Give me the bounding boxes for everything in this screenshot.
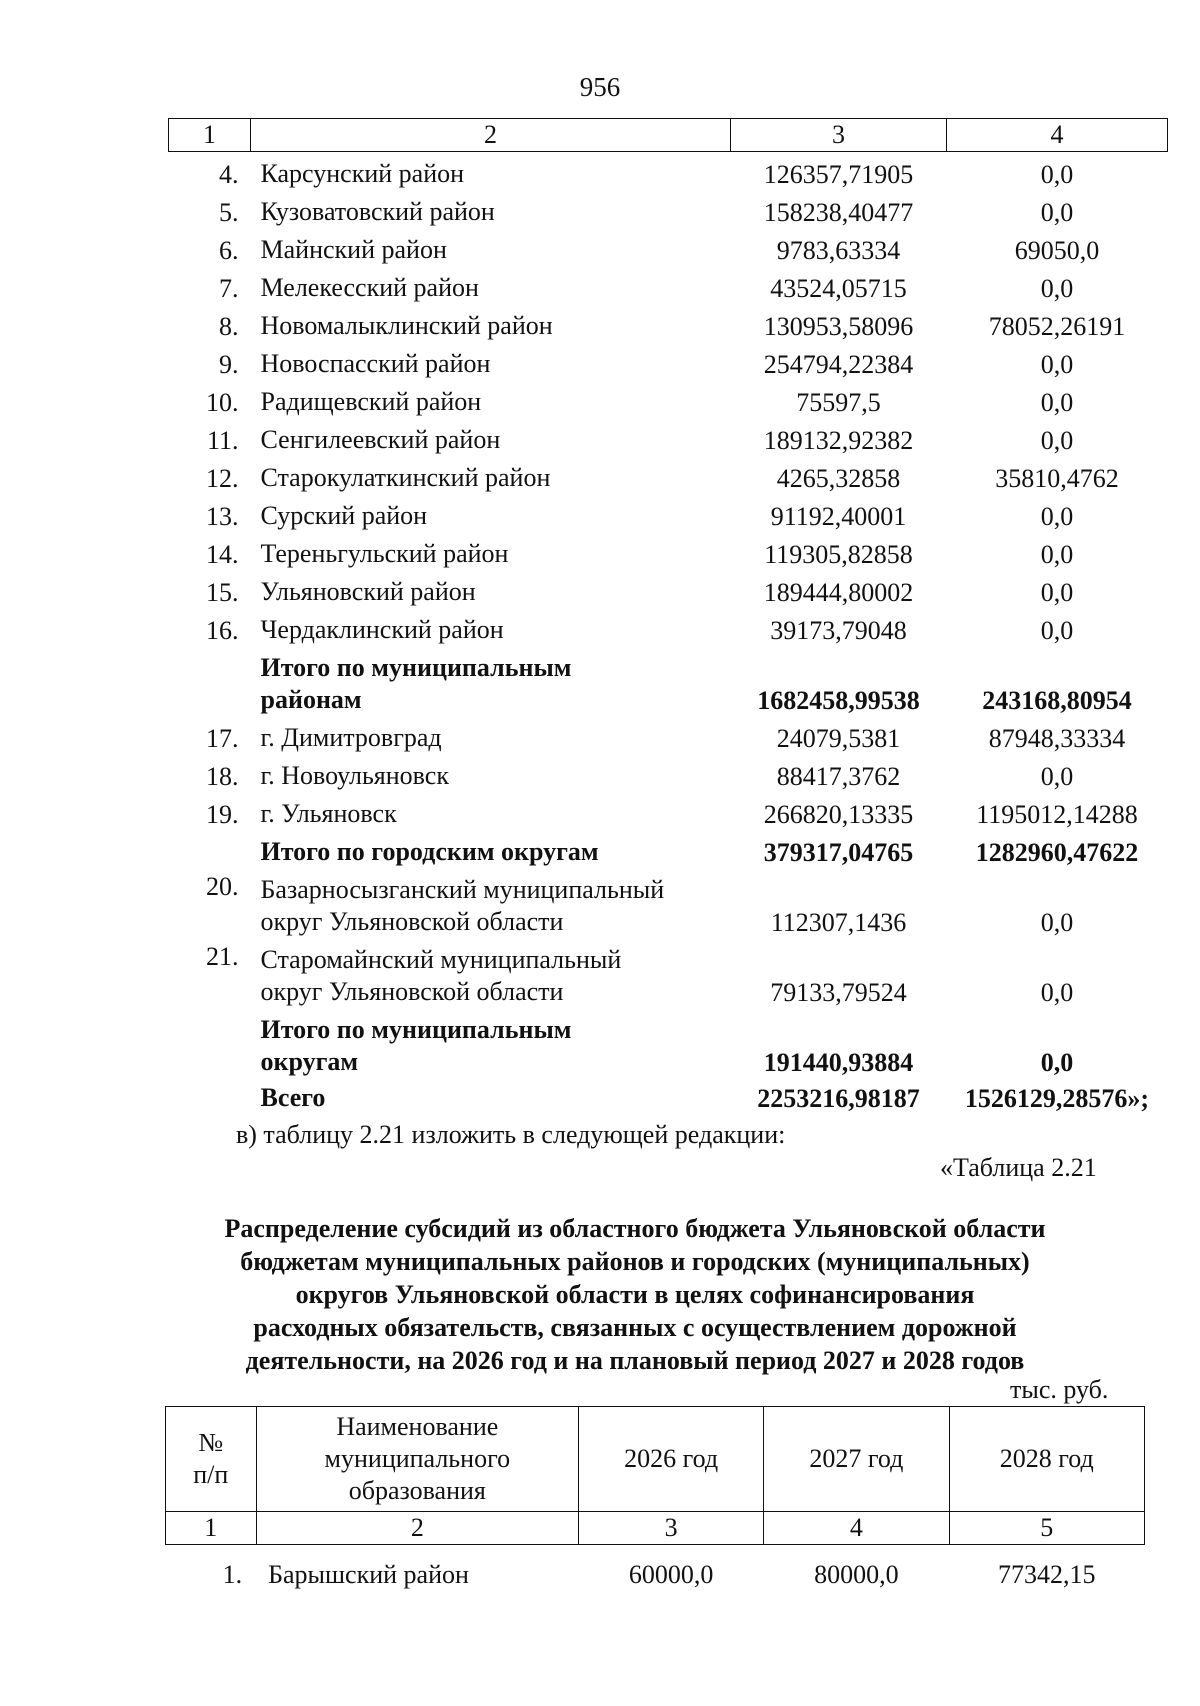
row-name: Барышский район [268, 1560, 469, 1589]
table-row [169, 494, 1168, 532]
row-name: Итого по городским округам [260, 837, 599, 866]
row-number: 5. [219, 198, 239, 227]
col-3-number: 3 [579, 1512, 764, 1545]
row-value-3: 24079,5381 [776, 724, 901, 753]
row-value-4: 35810,4762 [995, 464, 1119, 493]
amendment-instruction: в) таблицу 2.21 изложить в следующей редакции: [236, 1120, 786, 1149]
row-number: 9. [219, 350, 239, 379]
column-number-row [169, 119, 1168, 152]
row-name-line-1: Базарносызганский муниципальный [260, 875, 665, 904]
row-value-3: 88417,3762 [776, 762, 901, 791]
row-value-4: 0,0 [1040, 540, 1074, 569]
col-4-number: 4 [764, 1512, 949, 1545]
row-value-4: 1282960,47622 [975, 838, 1139, 867]
subtotal-row-city-districts [169, 830, 1168, 868]
row-name-line-2: районам [260, 685, 362, 714]
row-name: г. Димитровград [260, 723, 442, 752]
row-number: 7. [219, 274, 239, 303]
row-value-3: 119305,82858 [764, 540, 913, 569]
row-name [251, 868, 731, 938]
row-value-3: 1682458,99538 [757, 686, 920, 715]
row-number: 13. [206, 502, 239, 531]
distribution-table-continued [168, 118, 1168, 1114]
page-number: 956 [579, 72, 621, 102]
table-row [169, 792, 1168, 830]
row-number [169, 1008, 251, 1078]
table-row [169, 456, 1168, 494]
row-name: Старокулаткинский район [260, 463, 551, 492]
row-value-4: 78052,26191 [988, 312, 1126, 341]
row-number [169, 646, 251, 716]
col-2-number: 2 [251, 119, 731, 152]
row-value-3: 126357,71905 [763, 160, 914, 189]
row-value-4: 0,0 [1040, 502, 1074, 531]
table-row [169, 342, 1168, 380]
row-name [251, 1008, 731, 1078]
row-value-4: 0,0 [1040, 160, 1074, 189]
table-row [169, 868, 1168, 938]
row-number: 11. [206, 426, 239, 455]
col-1-number: 1 [169, 119, 251, 152]
table-row [169, 570, 1168, 608]
table-row [169, 716, 1168, 754]
row-name: Всего [260, 1083, 326, 1112]
row-name-line-2: округ Ульяновской области [260, 977, 564, 1006]
row-number: 12. [206, 464, 239, 493]
table-row [169, 418, 1168, 456]
row-name: Майнский район [260, 235, 447, 264]
row-value-3: 2253216,98187 [757, 1084, 920, 1113]
row-number: 6. [219, 236, 239, 265]
row-value-3: 91192,40001 [770, 502, 907, 531]
row-value-3: 379317,04765 [763, 838, 914, 867]
row-value-3: 112307,1436 [770, 908, 907, 937]
row-value-4: 1195012,14288 [976, 800, 1138, 829]
row-value-3: 266820,13335 [763, 800, 914, 829]
row-value-4: 87948,33334 [988, 724, 1126, 753]
header-2028: 2028 год [949, 1407, 1144, 1512]
row-name: г. Новоульяновск [260, 761, 449, 790]
row-value-4: 1526129,28576»; [964, 1084, 1150, 1113]
row-name-line-2: округам [260, 1047, 359, 1076]
row-value-3: 130953,58096 [763, 312, 914, 341]
row-value-2026: 60000,0 [628, 1560, 714, 1589]
row-name: Новоспасский район [260, 349, 491, 378]
subsidy-table [165, 1406, 1145, 1591]
units-label: тыс. руб. [1010, 1375, 1109, 1404]
row-value-4: 0,0 [1040, 1048, 1074, 1077]
row-name: Сурский район [260, 501, 428, 530]
row-value-3: 189132,92382 [763, 426, 914, 455]
header-number [166, 1407, 257, 1512]
row-value-4: 0,0 [1040, 978, 1074, 1007]
table-row [169, 304, 1168, 342]
col-2-number: 2 [256, 1512, 578, 1545]
table-row [166, 1545, 1145, 1592]
row-number: 16. [206, 616, 239, 645]
row-number: 10. [206, 388, 239, 417]
row-number: 18. [206, 762, 239, 791]
row-name [251, 938, 731, 1008]
row-value-4: 243168,80954 [982, 686, 1132, 715]
header-number-line-1: № [198, 1428, 224, 1457]
row-name: Чердаклинский район [260, 615, 504, 644]
row-value-4: 0,0 [1040, 198, 1074, 227]
row-name-line-1: Старомайнский муниципальный [260, 945, 622, 974]
row-value-3: 189444,80002 [763, 578, 914, 607]
row-value-4: 0,0 [1040, 350, 1074, 379]
header-name [256, 1407, 578, 1512]
row-number: 15. [206, 578, 239, 607]
header-2026: 2026 год [579, 1407, 764, 1512]
row-name-line-2: округ Ульяновской области [260, 907, 564, 936]
row-name: Мелекесский район [260, 273, 479, 302]
row-value-2028: 77342,15 [998, 1560, 1096, 1589]
row-number: 4. [219, 160, 239, 189]
row-number: 8. [219, 312, 239, 341]
header-name-line-2: муниципального [324, 1444, 511, 1473]
row-name: г. Ульяновск [260, 799, 397, 828]
row-name: Радищевский район [260, 387, 482, 416]
row-number: 19. [206, 800, 239, 829]
title-line-5: деятельности, на 2026 год и на плановый период 2027 и 2028 годов [245, 1346, 1025, 1375]
row-value-3: 9783,63334 [776, 236, 901, 265]
row-value-3: 43524,05715 [770, 274, 907, 303]
col-3-number: 3 [731, 119, 947, 152]
column-number-row [166, 1512, 1145, 1545]
col-5-number: 5 [949, 1512, 1144, 1545]
row-value-3: 75597,5 [796, 388, 881, 417]
row-number [169, 830, 251, 868]
row-value-4: 0,0 [1040, 908, 1074, 937]
row-value-3: 4265,32858 [776, 464, 901, 493]
row-value-4: 0,0 [1040, 578, 1074, 607]
row-name: Ульяновский район [260, 577, 476, 606]
row-value-2027: 80000,0 [814, 1560, 899, 1589]
table-row [169, 266, 1168, 304]
table-row [169, 380, 1168, 418]
title-line-1: Распределение субсидий из областного бюджета Ульяновской области [224, 1214, 1046, 1243]
row-value-4: 69050,0 [1014, 236, 1100, 265]
row-number: 17. [206, 724, 239, 753]
subtotal-row-municipal-districts [169, 1008, 1168, 1078]
header-name-line-1: Наименование [336, 1412, 499, 1441]
row-number: 14. [206, 540, 239, 569]
header-name-line-3: образования [348, 1476, 486, 1505]
row-name [251, 646, 731, 716]
header-number-line-2: п/п [193, 1460, 229, 1489]
row-name: Тереньгульский район [260, 539, 509, 568]
table-header-row [166, 1407, 1145, 1512]
row-name: Кузоватовский район [260, 197, 495, 226]
row-number [169, 1078, 251, 1114]
row-value-4: 0,0 [1040, 388, 1074, 417]
col-1-number: 1 [166, 1512, 257, 1545]
table-title [150, 1212, 1120, 1377]
table-row [169, 532, 1168, 570]
row-name: Сенгилеевский район [260, 425, 501, 454]
row-value-3: 79133,79524 [770, 978, 907, 1007]
grand-total-row [169, 1078, 1168, 1114]
row-value-4: 0,0 [1040, 274, 1074, 303]
table-row [169, 228, 1168, 266]
col-4-number: 4 [947, 119, 1168, 152]
row-name-line-1: Итого по муниципальным [260, 653, 572, 682]
row-number: 21. [206, 942, 239, 971]
row-value-4: 0,0 [1040, 426, 1074, 455]
row-name: Новомалыклинский район [260, 311, 553, 340]
row-value-3: 254794,22384 [763, 350, 914, 379]
title-line-2: бюджетам муниципальных районов и городских (муниципальных) [240, 1247, 1030, 1276]
row-value-3: 39173,79048 [770, 616, 907, 645]
subtotal-row-districts [169, 646, 1168, 716]
row-value-4: 0,0 [1040, 616, 1074, 645]
row-name-line-1: Итого по муниципальным [260, 1015, 572, 1044]
table-row [169, 938, 1168, 1008]
header-2027: 2027 год [764, 1407, 949, 1512]
table-row [169, 754, 1168, 792]
row-number: 1. [222, 1560, 243, 1589]
row-value-3: 158238,40477 [763, 198, 914, 227]
title-line-3: округов Ульяновской области в целях софинансирования [295, 1280, 975, 1309]
row-name: Карсунский район [260, 159, 465, 188]
table-row [169, 608, 1168, 646]
title-line-4: расходных обязательств, связанных с осуществлением дорожной [253, 1313, 1017, 1342]
table-row [169, 190, 1168, 228]
row-number: 20. [206, 872, 239, 901]
row-value-4: 0,0 [1040, 762, 1074, 791]
table-caption: «Таблица 2.21 [940, 1153, 1097, 1182]
row-value-3: 191440,93884 [763, 1048, 914, 1077]
table-row [169, 152, 1168, 191]
